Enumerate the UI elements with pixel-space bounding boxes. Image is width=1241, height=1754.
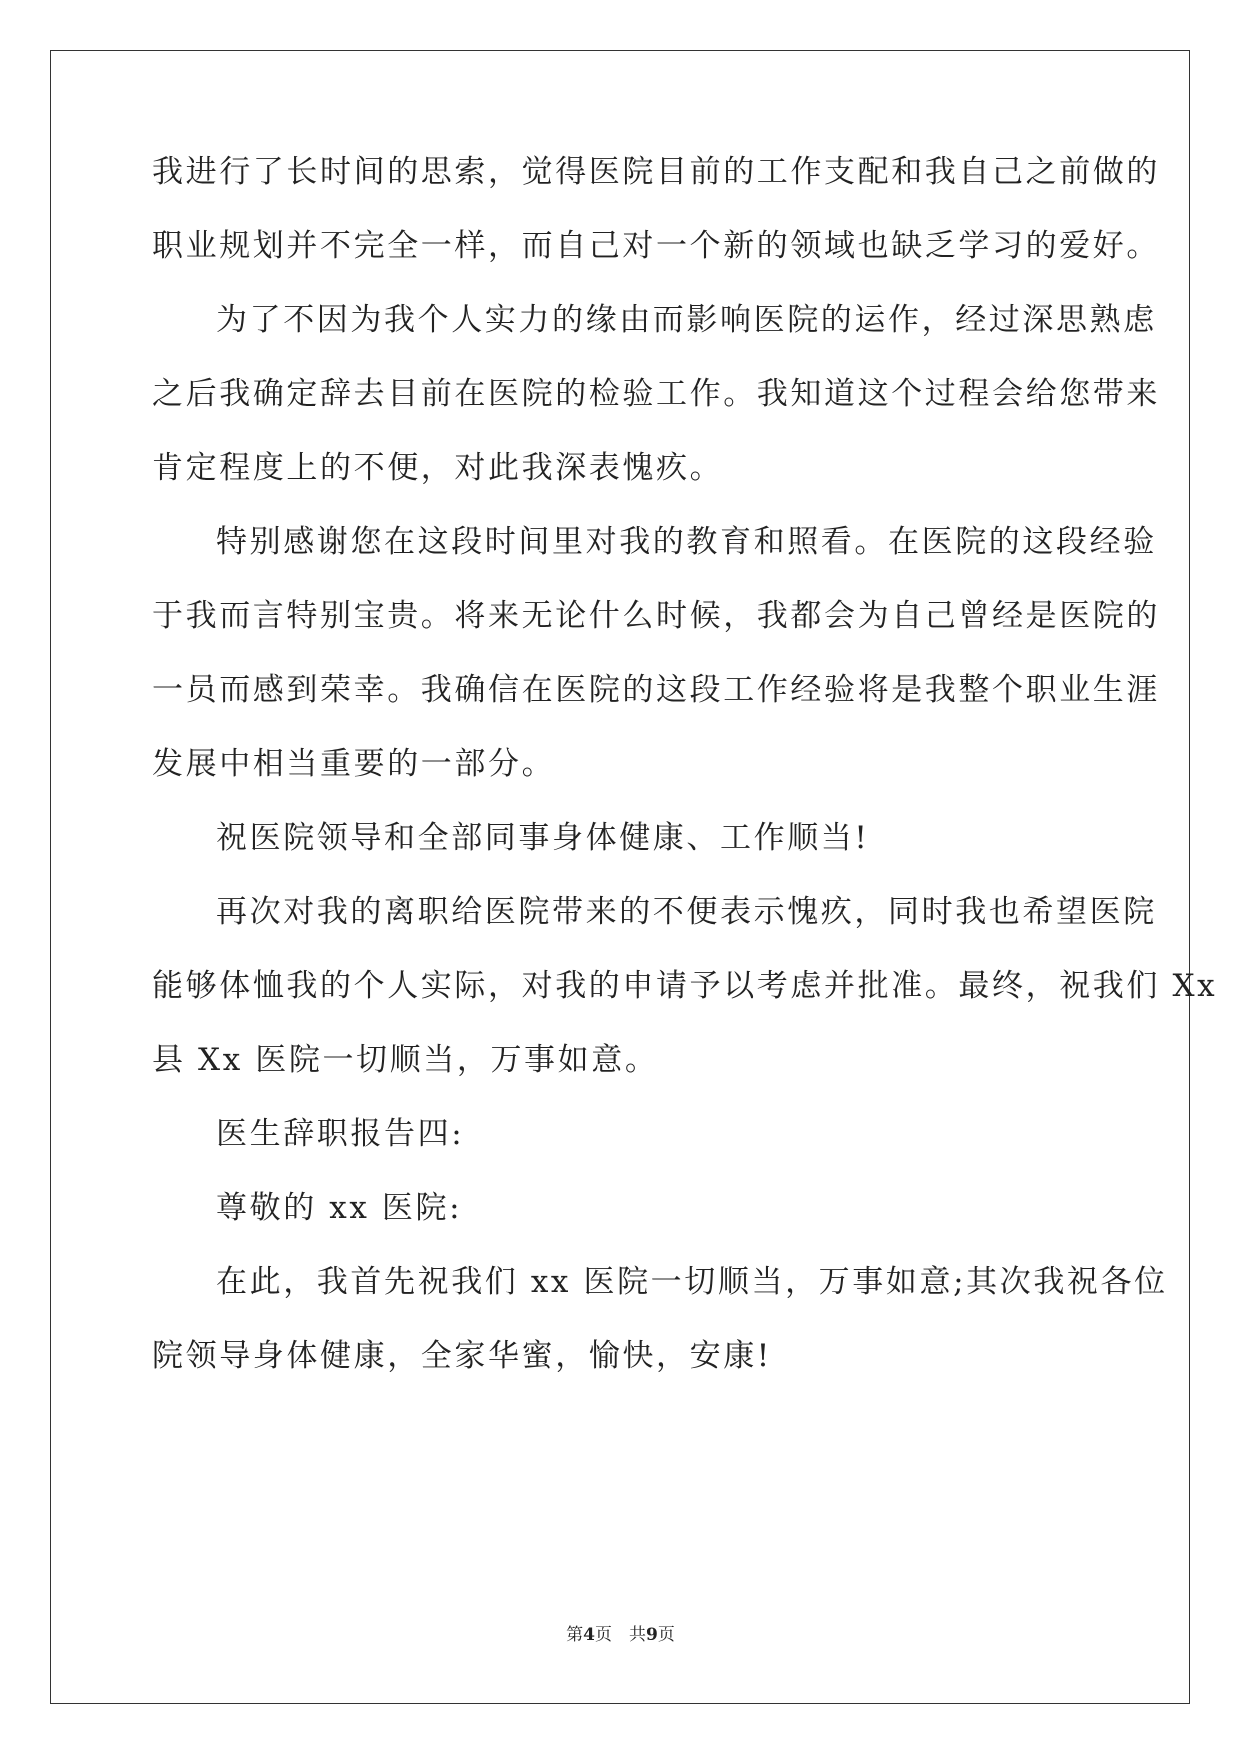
text-line: 之后我确定辞去目前在医院的检验工作。我知道这个过程会给您带来 <box>152 376 1160 412</box>
page-frame <box>50 50 1190 1704</box>
text-line: 肯定程度上的不便，对此我深表愧疚。 <box>152 450 724 486</box>
text-line: 能够体恤我的个人实际，对我的申请予以考虑并批准。最终，祝我们 Xx <box>152 968 1218 1004</box>
page-mid: 页 共 <box>595 1625 646 1645</box>
page-prefix: 第 <box>566 1625 584 1645</box>
text-line: 医生辞职报告四: <box>216 1116 465 1152</box>
page-footer <box>0 1620 1241 1645</box>
text-line: 于我而言特别宝贵。将来无论什么时候，我都会为自己曾经是医院的 <box>152 598 1160 634</box>
page-suffix: 页 <box>657 1625 675 1645</box>
text-line: 院领导身体健康，全家华蜜，愉快，安康! <box>152 1338 772 1374</box>
text-line: 再次对我的离职给医院带来的不便表示愧疚，同时我也希望医院 <box>216 894 1157 930</box>
text-line: 县 Xx 医院一切顺当，万事如意。 <box>152 1042 659 1078</box>
text-line: 特别感谢您在这段时间里对我的教育和照看。在医院的这段经验 <box>216 524 1157 560</box>
text-line: 一员而感到荣幸。我确信在医院的这段工作经验将是我整个职业生涯 <box>152 672 1160 708</box>
text-line: 尊敬的 xx 医院: <box>216 1190 463 1226</box>
text-line: 发展中相当重要的一部分。 <box>152 746 556 782</box>
text-line: 职业规划并不完全一样，而自己对一个新的领域也缺乏学习的爱好。 <box>152 228 1160 264</box>
text-line: 我进行了长时间的思索，觉得医院目前的工作支配和我自己之前做的 <box>152 154 1160 190</box>
text-line: 为了不因为我个人实力的缘由而影响医院的运作，经过深思熟虑 <box>216 302 1157 338</box>
text-line: 祝医院领导和全部同事身体健康、工作顺当! <box>216 820 870 856</box>
page-current: 4 <box>583 1625 595 1645</box>
text-line: 在此，我首先祝我们 xx 医院一切顺当，万事如意;其次我祝各位 <box>216 1264 1168 1300</box>
page-total: 9 <box>646 1625 658 1645</box>
